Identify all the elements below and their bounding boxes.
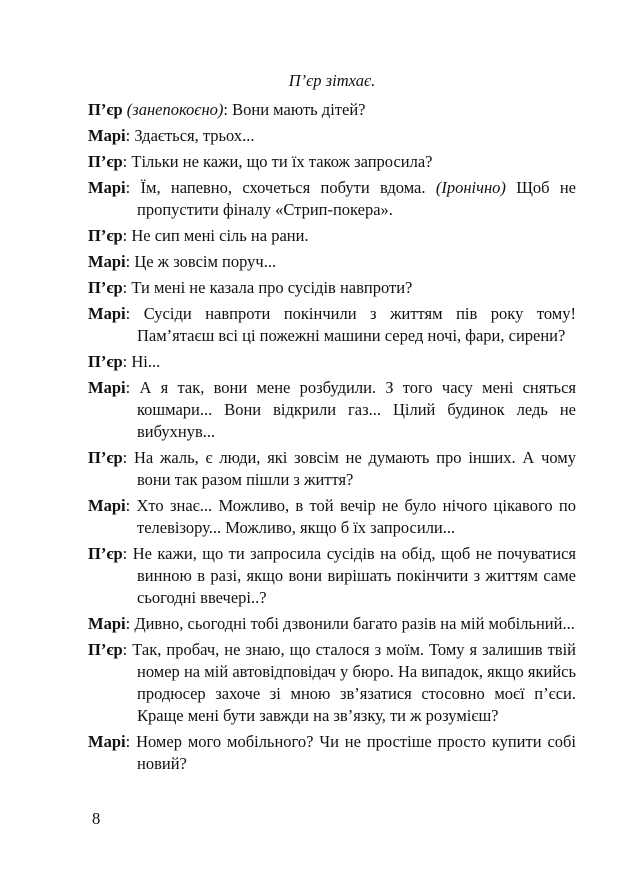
speaker-name: П’єр [88,152,123,171]
dialogue-text: Хто знає... Можливо, в той вечір не було нічого цікавого по телевізору... Можливо, якщо б їх запросили... [136,496,576,537]
dialogue-text: Дивно, сьогодні тобі дзвонили багато разів на мій мобільний... [134,614,575,633]
dialogue-text: На жаль, є люди, які зовсім не думають про інших. А чому вони так разом пішли з життя? [134,448,577,489]
speaker-name: П’єр [88,640,123,659]
dialogue-line: Марі: А я так, вони мене розбудили. З того часу мені сняться кошмари... Вони відкрили газ... Цілий будинок ледь не вибухнув... [88,378,576,441]
inline-stage-note: (Іронічно) [435,178,506,197]
dialogue-text: Тільки не кажи, що ти їх також запросила? [131,152,433,171]
dialogue-text: Ні... [131,352,161,371]
dialogue-line: П’єр: Так, пробач, не знаю, що сталося з моїм. Тому я залишив твій номер на мій автовідповідач у бюро. На випадок, якщо якийсь продюсер захоче зі мною зв’язатися стосовно моєї п’єси. Краще мені бути завжди на зв’язку, ти ж розумієш? [88,640,576,725]
dialogue-line: Марі: Номер мого мобільного? Чи не простіше просто купити собі новий? [88,732,576,773]
dialogue-text: Щоб не пропустити фіналу «Стрип-покера». [137,178,577,219]
dialogue-text: Їм, напевно, схочеться побути вдома. [140,178,436,197]
dialogue-line: Марі: Сусіди навпроти покінчили з життям пів року тому! Пам’ятаєш всі ці пожежні машини серед ночі, фари, сирени? [88,304,576,345]
speaker-name: Марі [88,126,126,145]
dialogue-text: А я так, вони мене розбудили. З того часу мені сняться кошмари... Вони відкрили газ... Цілий будинок ледь не вибухнув... [137,378,576,441]
dialogue-line: П’єр (занепокоєно): Вони мають дітей? [88,100,366,119]
speaker-name: Марі [88,732,126,751]
speaker-name: Марі [88,252,126,271]
dialogue-text: Сусіди навпроти покінчили з життям пів року тому! Пам’ятаєш всі ці пожежні машини серед ночі, фари, сирени? [137,304,576,345]
speaker-name: Марі [88,496,126,515]
page-number: 8 [92,809,101,828]
dialogue-text: Це ж зовсім поруч... [134,252,277,271]
dialogue-line: Марі: Дивно, сьогодні тобі дзвонили багато разів на мій мобільний... [88,614,575,633]
speaker-name: Марі [88,614,126,633]
dialogue-line: П’єр: Тільки не кажи, що ти їх також запросила? [88,152,433,171]
speaker-name: П’єр [88,100,123,119]
dialogue-line: П’єр: Не кажи, що ти запросила сусідів на обід, щоб не почуватися винною в разі, якщо вони вирішать покінчити з життям саме сьогодні ввечері..? [88,544,576,607]
dialogue-line: П’єр: Не сип мені сіль на рани. [88,226,309,245]
speaker-name: Марі [88,178,126,197]
speaker-name: Марі [88,378,126,397]
dialogue-text: Не кажи, що ти запросила сусідів на обід, щоб не почуватися винною в разі, якщо вони вирішать покінчити з життям саме сьогодні ввечері..? [132,544,576,607]
dialogue-line: Марі: Хто знає... Можливо, в той вечір не було нічого цікавого по телевізору... Можливо, якщо б їх запросили... [88,496,576,537]
dialogue-text: Не сип мені сіль на рани. [131,226,309,245]
speaker-name: П’єр [88,448,123,467]
speaker-name: П’єр [88,544,123,563]
dialogue-text: Номер мого мобільного? Чи не простіше просто купити собі новий? [136,732,576,773]
dialogue-line: Марі: Це ж зовсім поруч... [88,252,277,271]
dialogue-list [88,99,576,775]
page-content [88,70,576,779]
speaker-name: Марі [88,304,126,323]
dialogue-line: Марі: Здається, трьох... [88,126,255,145]
speaker-name: П’єр [88,352,123,371]
dialogue-line: Марі: Їм, напевно, схочеться побути вдома. (Іронічно) Щоб не пропустити фіналу «Стрип-покера». [88,178,577,219]
speaker-stage-note: (занепокоєно) [122,100,224,119]
dialogue-line: П’єр: Ти мені не казала про сусідів навпроти? [88,278,413,297]
dialogue-text: Вони мають дітей? [232,100,366,119]
speaker-name: П’єр [88,278,123,297]
dialogue-text: Так, пробач, не знаю, що сталося з моїм. Тому я залишив твій номер на мій автовідповідач у бюро. На випадок, якщо якийсь продюсер захоче зі мною зв’язатися стосовно моєї п’єси. Краще мені бути завжди на зв’язку, ти ж розумієш? [132,640,576,725]
dialogue-text: Здається, трьох... [134,126,255,145]
speaker-name: П’єр [88,226,123,245]
dialogue-line: П’єр: Ні... [88,352,161,371]
dialogue-text: Ти мені не казала про сусідів навпроти? [131,278,413,297]
dialogue-line: П’єр: На жаль, є люди, які зовсім не думають про інших. А чому вони так разом пішли з життя? [88,448,577,489]
stage-direction: П’єр зітхає. [288,71,376,90]
